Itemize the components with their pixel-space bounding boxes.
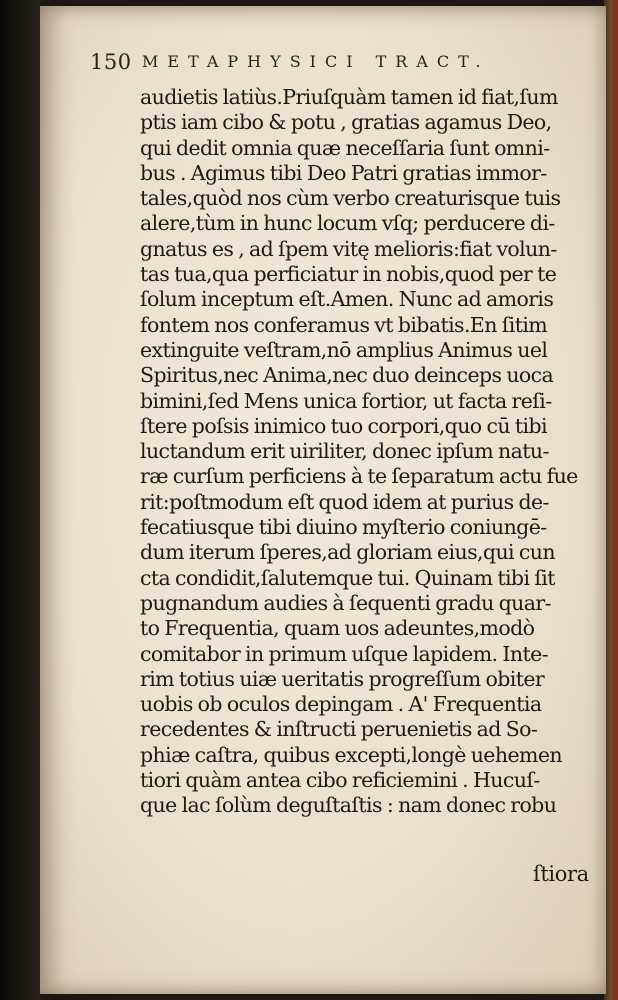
page-header <box>90 46 550 86</box>
page-edge <box>604 0 618 1000</box>
text-line: rit:poſtmodum eſt quod idem at purius de- <box>140 489 549 514</box>
text-line: fecatiusque tibi diuino myſterio coniungē- <box>140 515 547 540</box>
text-line: rim totius uiæ ueritatis progreſſum obiter <box>140 666 545 691</box>
text-line: bimini,ſed Mens unica fortior, ut facta reſi- <box>140 388 552 413</box>
text-line: recedentes & inſtructi peruenietis ad So- <box>140 717 538 742</box>
text-line: tales,quòd nos cùm verbo creaturisque tuis <box>140 186 561 211</box>
text-line: ſolum inceptum eſt.Amen. Nunc ad amoris <box>140 287 554 312</box>
text-line: comitabor in primum uſque lapidem. Inte- <box>140 641 548 666</box>
text-line: luctandum erit uiriliter, donec ipſum natu- <box>140 439 549 464</box>
text-line: fontem nos conferamus vt bibatis.En ſitim <box>140 312 548 337</box>
text-line: pugnandum audies à ſequenti gradu quar- <box>140 590 551 615</box>
binding-gutter <box>0 0 40 1000</box>
text-line: ræ curſum perficiens à te ſeparatum actu fue <box>140 464 578 489</box>
text-line: alere,tùm in hunc locum vſq; perducere di- <box>140 211 555 236</box>
text-line: dum iterum ſperes,ad gloriam eius,qui cun <box>140 540 556 565</box>
text-line: to Frequentia, quam uos adeuntes,modò <box>140 616 535 641</box>
text-line: extinguite veſtram,nō amplius Animus uel <box>140 337 548 362</box>
text-line: tas tua,qua perficiatur in nobis,quod per te <box>140 262 557 287</box>
text-block <box>140 85 582 819</box>
text-line: cta condidit,ſalutemque tui. Quinam tibi ſit <box>140 565 555 590</box>
text-line: gnatus es , ad ſpem vitę melioris:fiat volun- <box>140 236 557 261</box>
text-line: uobis ob oculos depingam . A' Frequentia <box>140 692 542 717</box>
page-number: 150 <box>90 50 132 74</box>
text-line: Spiritus,nec Anima,nec duo deinceps uoca <box>140 363 554 388</box>
text-line: bus . Agimus tibi Deo Patri gratias immor- <box>140 160 547 185</box>
text-line: ptis iam cibo & potu , gratias agamus Deo, <box>140 110 552 135</box>
catchword: ſtiora <box>533 862 589 886</box>
text-line: que lac ſolùm deguſtaſtis : nam donec robu <box>140 793 557 818</box>
running-title: METAPHYSICI TRACT. <box>142 52 490 71</box>
text-line: ſtere poſsis inimico tuo corpori,quo cū tibi <box>140 413 547 438</box>
text-line: qui dedit omnia quæ neceſſaria ſunt omni- <box>140 135 550 160</box>
text-line: audietis latiùs.Priuſquàm tamen id fiat,ſum <box>140 85 558 109</box>
text-line: tiori quàm antea cibo reficiemini . Hucuſ- <box>140 768 540 793</box>
text-line: phiæ caſtra, quibus excepti,longè uehemen <box>140 742 562 767</box>
